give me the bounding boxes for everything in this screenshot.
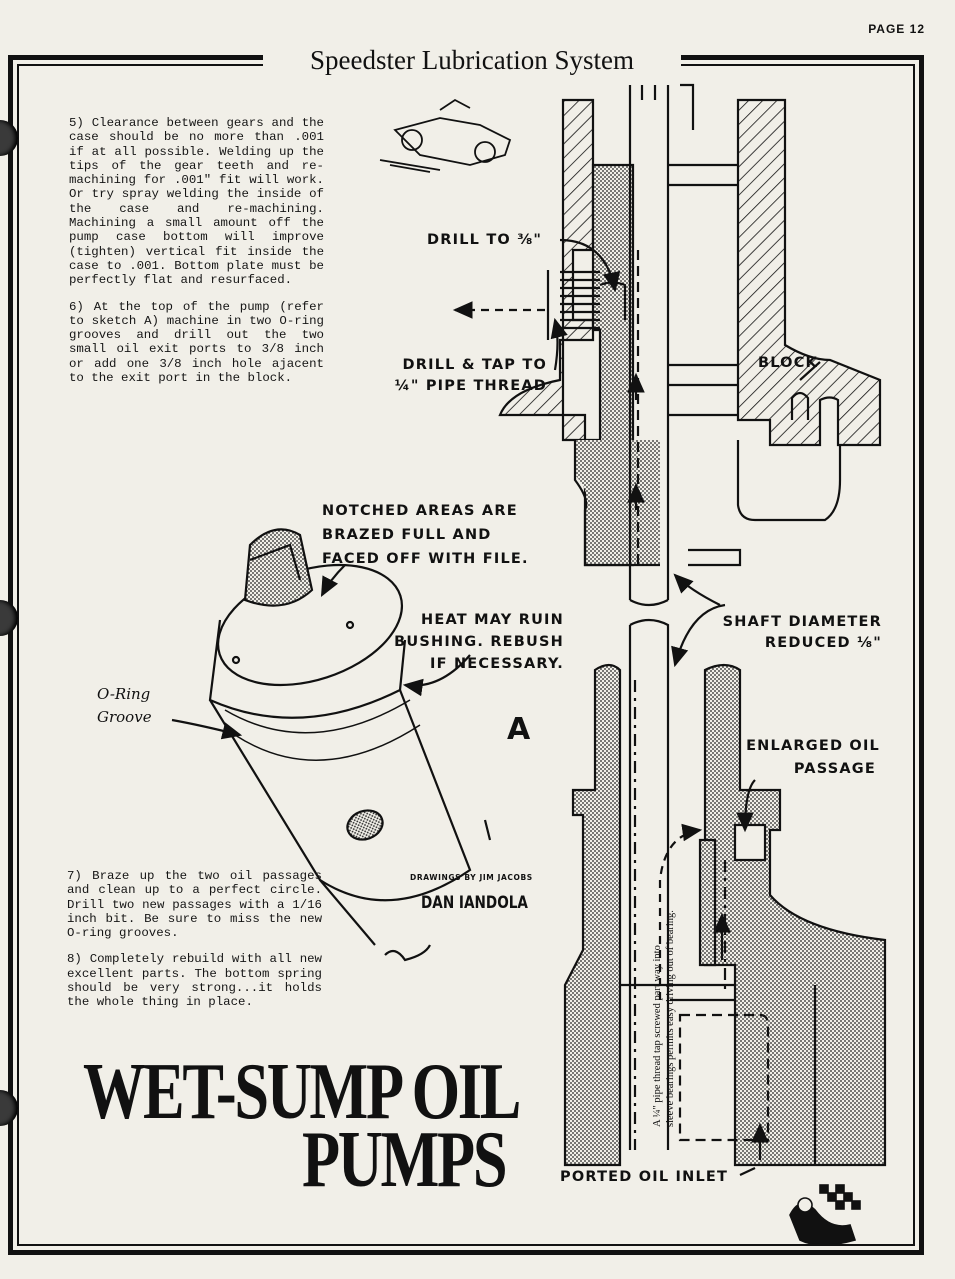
rotated-note-line1: A ¼" pipe thread tap screwed part way into	[652, 945, 663, 1127]
label-drill-to: DRILL TO ⅜"	[427, 232, 543, 248]
label-notched-line2: BRAZED FULL AND	[322, 527, 492, 543]
label-heat-line1: HEAT MAY RUIN	[421, 612, 564, 628]
label-oring-line1: O-Ring	[97, 685, 151, 703]
label-heat-line2: BUSHING. REBUSH	[394, 634, 564, 650]
rotated-note-line2: sleeve bearings permits easy driving out of bearing.	[665, 910, 676, 1127]
label-notched-line3: FACED OFF WITH FILE.	[322, 551, 529, 567]
page-number: PAGE 12	[868, 22, 925, 36]
step-7-text: 7) Braze up the two oil passages and clean up to a perfect circle. Drill two new passages with a 1/16 inch bit. Be sure to miss the new O-ring grooves.	[67, 869, 322, 941]
text-block-upper	[69, 116, 324, 397]
title-line2: PUMPS	[302, 1116, 506, 1204]
header-title: Speedster Lubrication System	[263, 40, 681, 80]
step-8-text: 8) Completely rebuild with all new excellent parts. The bottom spring should be very strong...it holds the whole thing in place.	[67, 952, 322, 1010]
label-drill-tap-line1: DRILL & TAP TO	[402, 357, 547, 373]
text-block-lower	[67, 869, 322, 1022]
label-shaft-line2: REDUCED ⅛"	[764, 635, 882, 651]
label-enlarged-line2: PASSAGE	[793, 761, 876, 777]
credit-author: DAN IANDOLA	[421, 893, 528, 913]
label-shaft-line1: SHAFT DIAMETER	[722, 614, 882, 630]
label-drill-tap-line2: ¼" PIPE THREAD	[394, 378, 547, 394]
label-oring-line2: Groove	[97, 708, 152, 726]
label-notched-line1: NOTCHED AREAS ARE	[322, 503, 518, 519]
label-block: BLOCK	[758, 355, 818, 371]
title-line1: WET-SUMP OIL	[83, 1048, 519, 1136]
step-6-text: 6) At the top of the pump (refer to sketch A) machine in two O-ring grooves and drill out the two small oil exit ports to 3/8 inch or add one 3/8 inch hole ajacent to the exit port in the block.	[69, 299, 324, 386]
label-enlarged-line1: ENLARGED OIL	[746, 738, 880, 754]
sketch-letter: A	[507, 712, 531, 747]
label-ported-oil-inlet: PORTED OIL INLET	[560, 1169, 729, 1185]
rotated-note	[651, 827, 677, 1127]
label-heat-line3: IF NECESSARY.	[430, 656, 564, 672]
credit-drawings-by: DRAWINGS BY JIM JACOBS	[410, 873, 533, 882]
step-5-text: 5) Clearance between gears and the case should be no more than .001 if at all possible. Welding up the tips of the gear teeth and re-machining for .001" fit will work. Or try spray welding the inside of the case and re-machining. Machining a small amount off the pump case bottom will improve (tighten) vertical fit inside the case to .001. Bottom plate must be perfectly flat and resurfaced.	[69, 116, 324, 288]
